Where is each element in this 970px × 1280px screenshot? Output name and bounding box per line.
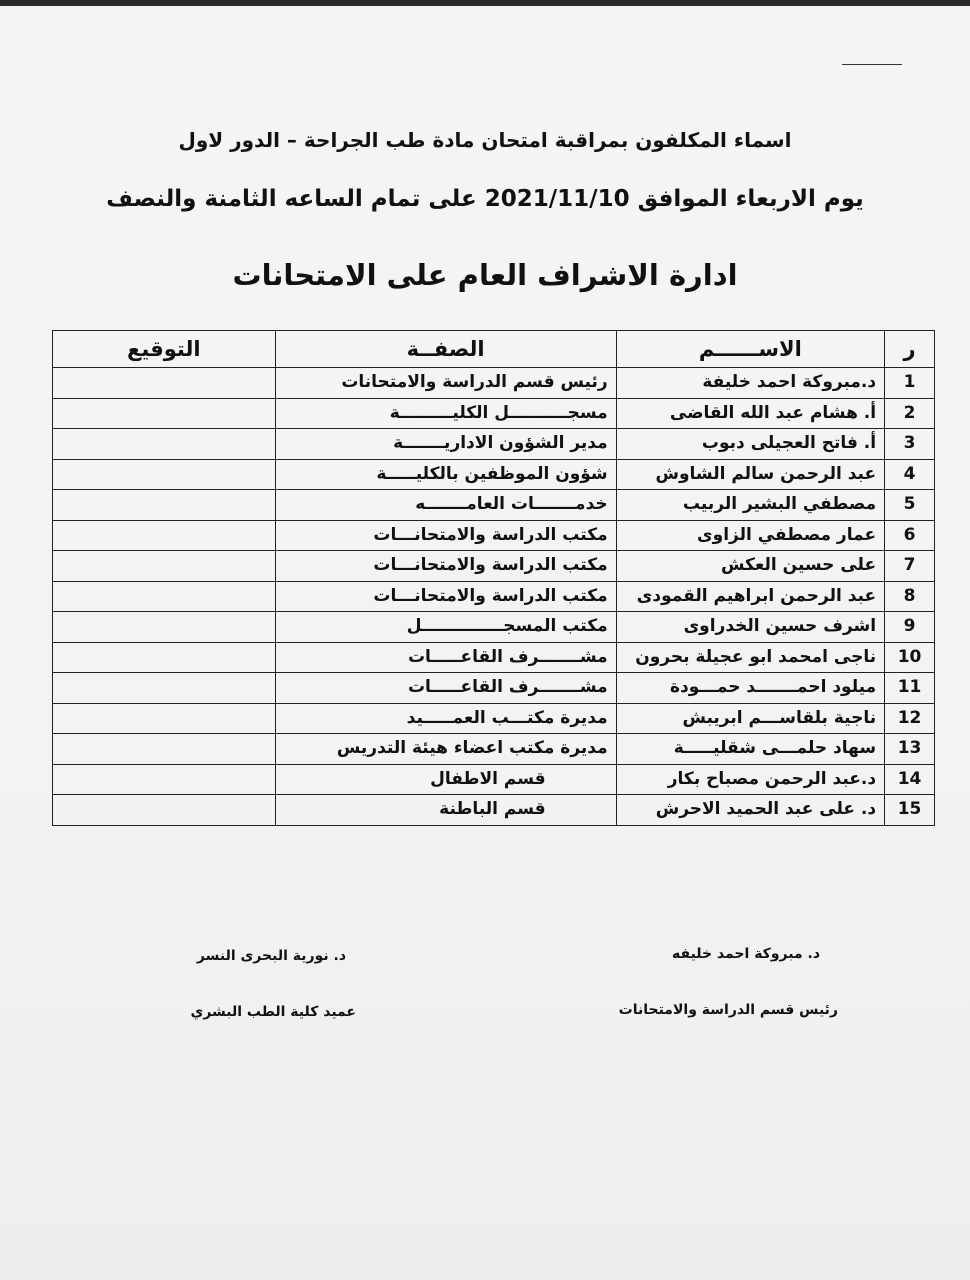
row-signature bbox=[53, 581, 276, 612]
table-row bbox=[53, 642, 935, 673]
table-row bbox=[53, 551, 935, 582]
row-signature bbox=[53, 398, 276, 429]
row-signature bbox=[53, 520, 276, 551]
row-name: ناجية بلقاســـم ابريبش bbox=[616, 703, 884, 734]
row-signature bbox=[53, 734, 276, 765]
table-row bbox=[53, 673, 935, 704]
row-signature bbox=[53, 429, 276, 460]
row-number: 10 bbox=[885, 642, 935, 673]
row-role: مشـــــــرف القاعـــــات bbox=[275, 673, 616, 704]
exam-date-line: يوم الاربعاء الموافق 2021/11/10 على تمام الساعه الثامنة والنصف bbox=[106, 186, 864, 212]
header-signature: التوقيع bbox=[53, 331, 276, 368]
row-role: مكتب المسجــــــــــــــل bbox=[275, 612, 616, 643]
row-number: 6 bbox=[885, 520, 935, 551]
table-row bbox=[53, 459, 935, 490]
department-title: ادارة الاشراف العام على الامتحانات bbox=[232, 258, 738, 292]
row-number: 15 bbox=[885, 795, 935, 826]
row-role: مديرة مكتب اعضاء هيئة التدريس bbox=[275, 734, 616, 765]
row-name: عمار مصطفي الزاوى bbox=[616, 520, 884, 551]
row-name: أ. فاتح العجيلى دبوب bbox=[616, 429, 884, 460]
page-top-edge bbox=[0, 0, 970, 6]
row-number: 9 bbox=[885, 612, 935, 643]
row-role: شؤون الموظفين بالكليـــــة bbox=[275, 459, 616, 490]
row-role: مكتب الدراسة والامتحانـــات bbox=[275, 581, 616, 612]
row-number: 2 bbox=[885, 398, 935, 429]
row-signature bbox=[53, 490, 276, 521]
row-name: ميلود احمـــــــد حمـــودة bbox=[616, 673, 884, 704]
row-name: مصطفي البشير الربيب bbox=[616, 490, 884, 521]
row-role: قسم الباطنة bbox=[275, 795, 616, 826]
row-signature bbox=[53, 368, 276, 399]
row-role: مديرة مكتـــب العمـــــيد bbox=[275, 703, 616, 734]
table-header-row bbox=[53, 331, 935, 368]
row-name: سهاد حلمـــى شقليـــــة bbox=[616, 734, 884, 765]
row-role: مسجــــــــــل الكليـــــــــة bbox=[275, 398, 616, 429]
dean-title: عميد كلية الطب البشري bbox=[190, 1004, 356, 1020]
document-heading: اسماء المكلفون بمراقبة امتحان مادة طب الجراحة – الدور لاول bbox=[178, 128, 792, 152]
table-row bbox=[53, 581, 935, 612]
row-role: قسم الاطفال bbox=[275, 764, 616, 795]
table-row bbox=[53, 764, 935, 795]
table-row bbox=[53, 795, 935, 826]
header-number: ر bbox=[885, 331, 935, 368]
row-role: رئيس قسم الدراسة والامتحانات bbox=[275, 368, 616, 399]
row-number: 8 bbox=[885, 581, 935, 612]
dean-name: د. نورية البحرى النسر bbox=[196, 948, 346, 964]
row-name: على حسين العكش bbox=[616, 551, 884, 582]
row-number: 1 bbox=[885, 368, 935, 399]
row-name: اشرف حسين الخدراوى bbox=[616, 612, 884, 643]
row-number: 5 bbox=[885, 490, 935, 521]
row-signature bbox=[53, 703, 276, 734]
row-number: 4 bbox=[885, 459, 935, 490]
row-signature bbox=[53, 795, 276, 826]
row-number: 14 bbox=[885, 764, 935, 795]
row-role: مدير الشؤون الاداريـــــــة bbox=[275, 429, 616, 460]
table-row bbox=[53, 734, 935, 765]
table-row bbox=[53, 398, 935, 429]
row-signature bbox=[53, 764, 276, 795]
corner-mark bbox=[842, 56, 902, 65]
row-number: 13 bbox=[885, 734, 935, 765]
row-number: 12 bbox=[885, 703, 935, 734]
row-name: عبد الرحمن ابراهيم القمودى bbox=[616, 581, 884, 612]
table-row bbox=[53, 368, 935, 399]
row-role: مشـــــــرف القاعـــــات bbox=[275, 642, 616, 673]
row-name: ناجى امحمد ابو عجيلة بحرون bbox=[616, 642, 884, 673]
row-name: عبد الرحمن سالم الشاوش bbox=[616, 459, 884, 490]
row-number: 7 bbox=[885, 551, 935, 582]
row-role: مكتب الدراسة والامتحانـــات bbox=[275, 551, 616, 582]
study-head-title: رئيس قسم الدراسة والامتحانات bbox=[618, 1002, 838, 1018]
row-name: د.عبد الرحمن مصباح بكار bbox=[616, 764, 884, 795]
table-row bbox=[53, 490, 935, 521]
header-name: الاســــــم bbox=[616, 331, 884, 368]
study-head-name: د. مبروكة احمد خليفه bbox=[672, 946, 820, 962]
row-signature bbox=[53, 459, 276, 490]
row-number: 11 bbox=[885, 673, 935, 704]
table-row bbox=[53, 703, 935, 734]
table-row bbox=[53, 429, 935, 460]
row-name: د. على عبد الحميد الاحرش bbox=[616, 795, 884, 826]
row-role: مكتب الدراسة والامتحانـــات bbox=[275, 520, 616, 551]
proctors-table bbox=[52, 330, 935, 826]
table-row bbox=[53, 520, 935, 551]
row-number: 3 bbox=[885, 429, 935, 460]
row-signature bbox=[53, 673, 276, 704]
row-name: أ. هشام عبد الله القاضى bbox=[616, 398, 884, 429]
row-signature bbox=[53, 612, 276, 643]
row-signature bbox=[53, 642, 276, 673]
table-row bbox=[53, 612, 935, 643]
row-role: خدمـــــــات العامـــــــه bbox=[275, 490, 616, 521]
row-name: د.مبروكة احمد خليفة bbox=[616, 368, 884, 399]
header-role: الصفــة bbox=[275, 331, 616, 368]
row-signature bbox=[53, 551, 276, 582]
